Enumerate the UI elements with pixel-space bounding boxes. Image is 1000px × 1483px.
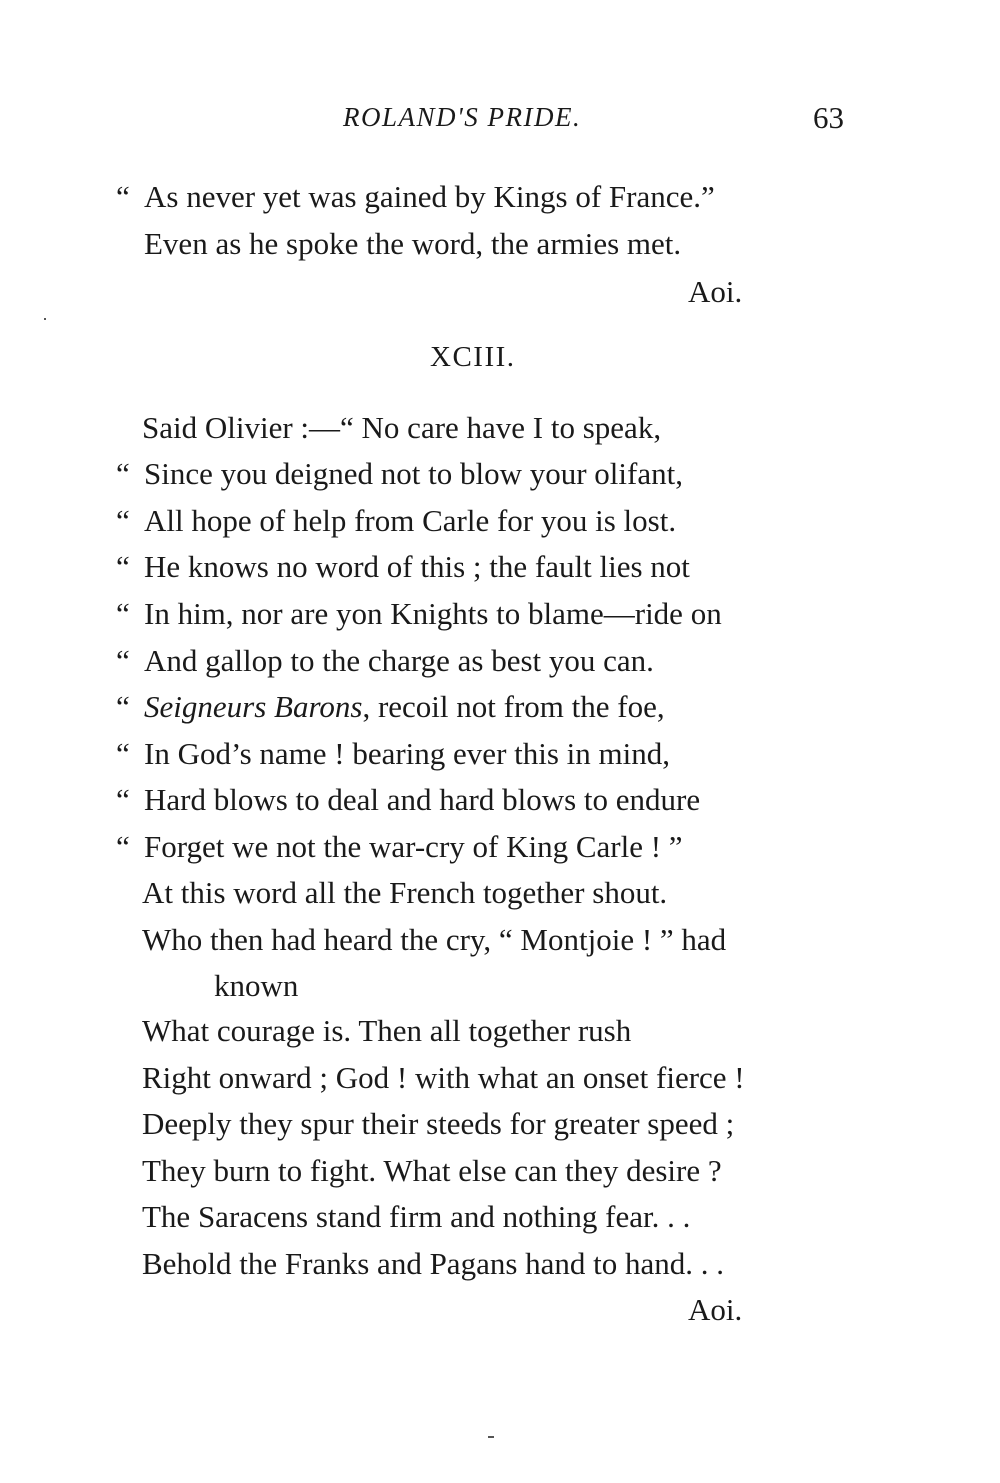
verse-text: Said Olivier :—“ No care have I to speak, <box>142 410 662 445</box>
verse-line <box>116 501 676 541</box>
verse-line-continuation <box>214 966 298 1006</box>
verse-line <box>144 224 681 264</box>
verse-text: Since you deigned not to blow your olifant, <box>144 456 683 491</box>
quote-mark: “ <box>116 643 130 678</box>
verse-text: Deeply they spur their steeds for greater speed ; <box>142 1106 735 1141</box>
verse-text: All hope of help from Carle for you is lost. <box>144 503 677 538</box>
quote-mark: “ <box>116 503 130 538</box>
verse-line <box>142 920 726 960</box>
verse-text: And gallop to the charge as best you can. <box>144 643 654 678</box>
verse-line <box>116 454 683 494</box>
verse-text: What courage is. Then all together rush <box>142 1013 632 1048</box>
verse-line <box>142 408 661 448</box>
verse-text: They burn to fight. What else can they desire ? <box>142 1153 722 1188</box>
verse-text: In him, nor are yon Knights to blame—ride on <box>144 596 722 631</box>
section-heading: XCIII. <box>430 341 516 373</box>
verse-line <box>116 547 690 587</box>
verse-text: He knows no word of this ; the fault lies not <box>144 549 690 584</box>
quote-mark: “ <box>116 549 130 584</box>
verse-line <box>116 780 700 820</box>
verse-line <box>142 1104 734 1144</box>
verse-text-italic: Seigneurs Barons <box>144 689 363 724</box>
verse-text: As never yet was gained by Kings of France.” <box>144 179 715 214</box>
verse-line <box>116 177 715 217</box>
verse-line <box>142 1011 631 1051</box>
verse-line <box>116 734 670 774</box>
verse-text: Forget we not the war-cry of King Carle ! ” <box>144 829 683 864</box>
verse-text: Behold the Franks and Pagans hand to hand. . . <box>142 1246 725 1281</box>
verse-line <box>142 1058 745 1098</box>
verse-text: Right onward ; God ! with what an onset fierce ! <box>142 1060 745 1095</box>
running-title: ROLAND'S PRIDE. <box>343 102 582 132</box>
print-speck <box>488 1436 494 1438</box>
verse-text: At this word all the French together shout. <box>142 875 668 910</box>
verse-line <box>142 1151 722 1191</box>
verse-line <box>116 641 654 681</box>
verse-text: known <box>214 968 299 1003</box>
verse-text: Who then had heard the cry, “ Montjoie ! ” had <box>142 922 727 957</box>
page-number: 63 <box>813 100 844 135</box>
verse-line <box>142 1197 690 1237</box>
verse-text: , recoil not from the foe, <box>362 689 665 724</box>
verse-text: In God’s name ! bearing ever this in mind, <box>144 736 671 771</box>
verse-text: Hard blows to deal and hard blows to endure <box>144 782 701 817</box>
verse-text: The Saracens stand firm and nothing fear. . . <box>142 1199 691 1234</box>
quote-mark: “ <box>116 456 130 491</box>
aoi-refrain-top: Aoi. <box>688 274 743 309</box>
quote-mark: “ <box>116 736 130 771</box>
quote-mark: “ <box>116 179 130 214</box>
verse-line <box>142 873 667 913</box>
running-head <box>0 102 1000 142</box>
print-speck <box>44 318 46 320</box>
verse-line <box>142 1244 724 1284</box>
verse-line <box>116 687 665 727</box>
quote-mark: “ <box>116 782 130 817</box>
verse-text: Even as he spoke the word, the armies met. <box>144 226 682 261</box>
verse-line <box>116 827 683 867</box>
quote-mark: “ <box>116 689 130 724</box>
verse-line <box>116 594 722 634</box>
aoi-refrain-bottom: Aoi. <box>688 1292 743 1327</box>
quote-mark: “ <box>116 829 130 864</box>
quote-mark: “ <box>116 596 130 631</box>
